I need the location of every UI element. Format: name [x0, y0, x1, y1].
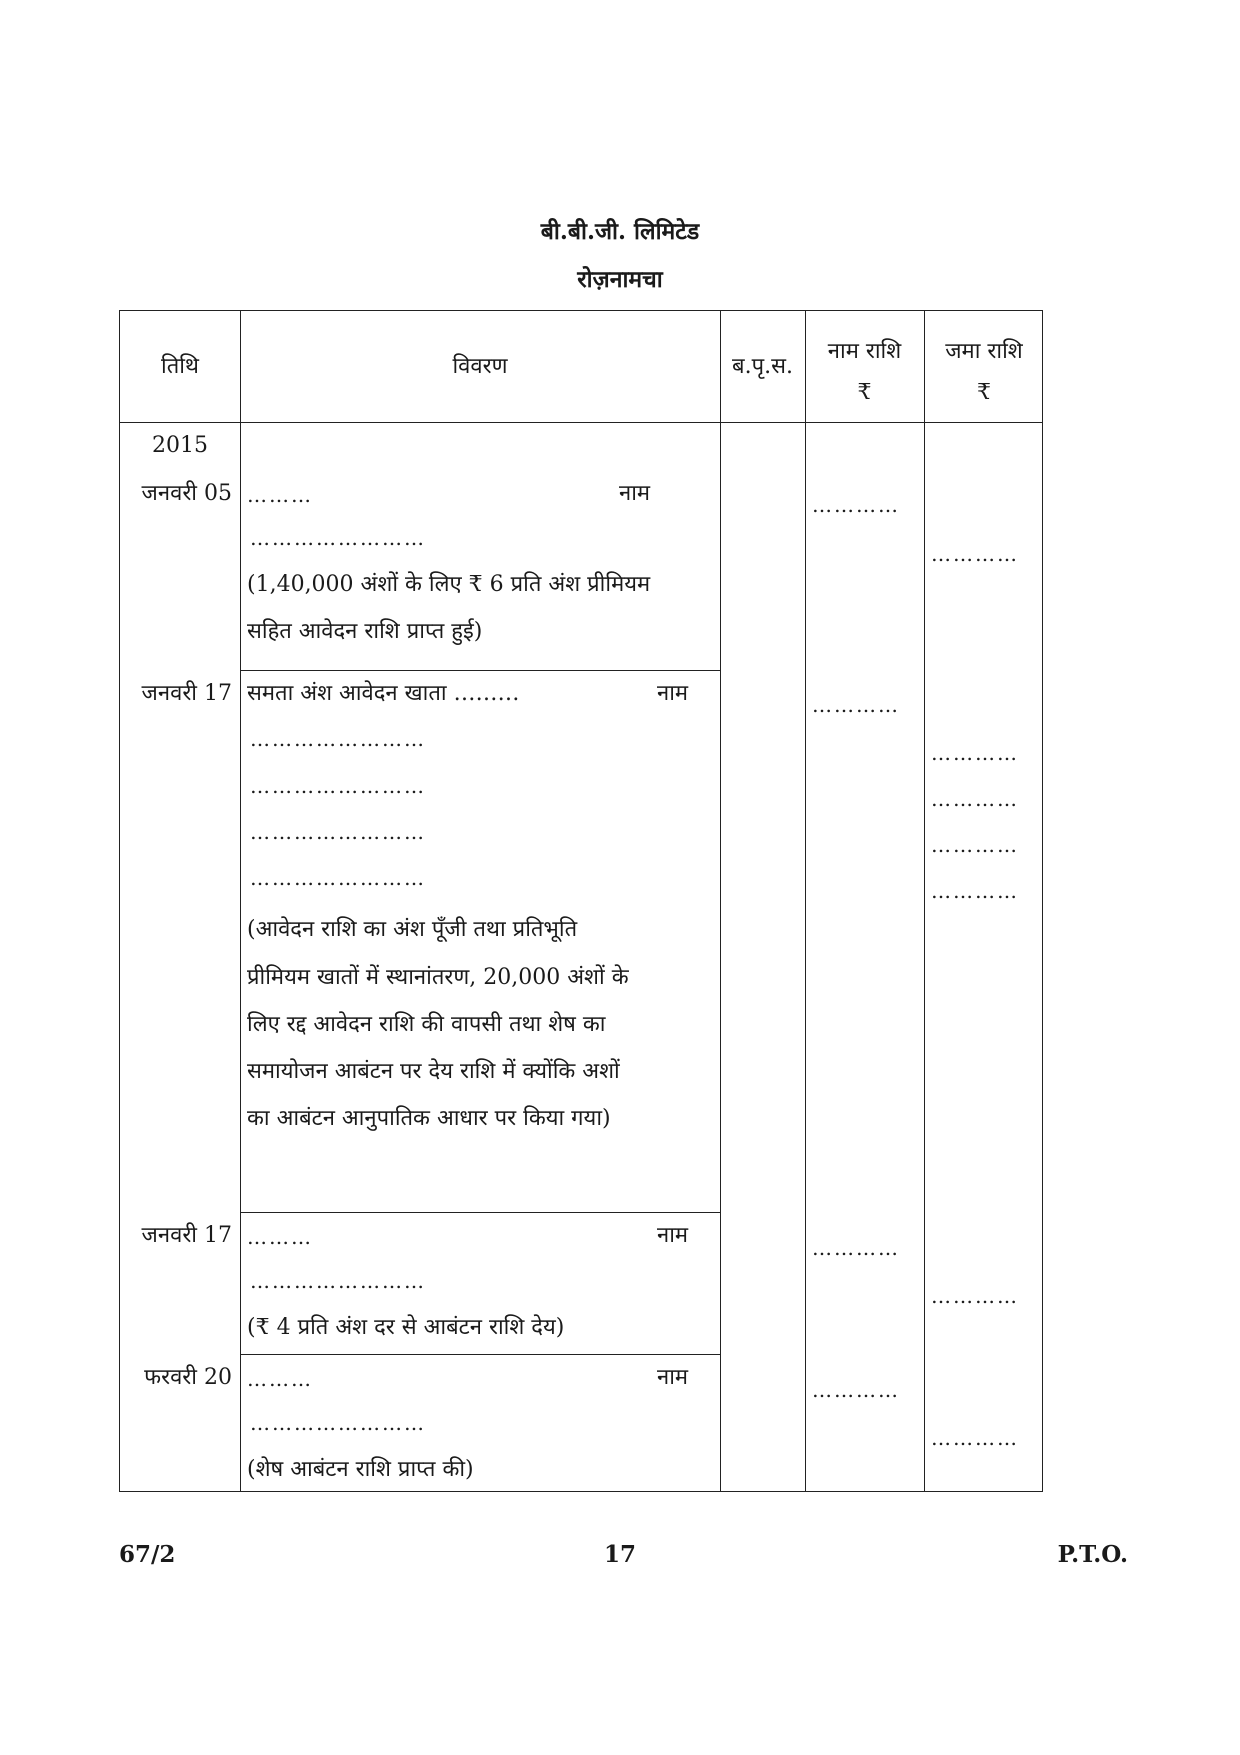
- header-credit-currency: ₹: [977, 380, 991, 405]
- credit-account: ……………………: [250, 866, 426, 890]
- narration-line: (शेष आबंटन राशि प्राप्त की): [247, 1457, 474, 1482]
- col-divider: [720, 311, 721, 1491]
- debit-amount: …………: [812, 493, 900, 517]
- header-credit: जमा राशि: [945, 339, 1023, 364]
- credit-amount: …………: [931, 879, 1019, 903]
- header-divider: [120, 422, 1042, 423]
- entry-divider: [240, 1354, 720, 1355]
- credit-account: ……………………: [250, 727, 426, 751]
- credit-account: ……………………: [250, 774, 426, 798]
- col-divider: [240, 311, 241, 1491]
- page-number: 17: [603, 1541, 636, 1568]
- debit-amount: …………: [812, 1236, 900, 1260]
- entry-date: जनवरी 17: [141, 681, 232, 706]
- credit-amount: …………: [931, 787, 1019, 811]
- company-title: बी.बी.जी. लिमिटेड: [540, 218, 700, 245]
- credit-account: ……………………: [250, 1411, 426, 1435]
- journal-title: रोज़नामचा: [577, 266, 663, 293]
- credit-amount: …………: [931, 833, 1019, 857]
- dr-label: नाम: [657, 1365, 689, 1390]
- narration-line: का आबंटन आनुपातिक आधार पर किया गया): [247, 1106, 611, 1131]
- credit-amount: …………: [931, 1426, 1019, 1450]
- narration-line: (1,40,000 अंशों के लिए ₹ 6 प्रति अंश प्रीमियम: [247, 572, 651, 597]
- header-particulars: विवरण: [452, 354, 508, 379]
- debit-account: ………: [247, 1367, 313, 1391]
- debit-account: ………: [247, 1225, 313, 1249]
- narration-line: (आवेदन राशि का अंश पूँजी तथा प्रतिभूति: [247, 917, 578, 942]
- journal-table: [119, 310, 1043, 1492]
- header-lf: ब.पृ.स.: [732, 354, 793, 379]
- narration-line: लिए रद्द आवेदन राशि की वापसी तथा शेष का: [247, 1012, 606, 1037]
- entry-divider: [240, 1212, 720, 1213]
- entry-date: जनवरी 05: [141, 481, 232, 506]
- credit-amount: …………: [931, 542, 1019, 566]
- narration-line: प्रीमियम खातों में स्थानांतरण, 20,000 अंशों के: [247, 965, 629, 990]
- narration-line: सहित आवेदन राशि प्राप्त हुई): [247, 619, 483, 644]
- credit-account: ……………………: [250, 1269, 426, 1293]
- credit-account: ……………………: [250, 820, 426, 844]
- header-date: तिथि: [161, 354, 199, 379]
- narration-line: (₹ 4 प्रति अंश दर से आबंटन राशि देय): [247, 1315, 565, 1340]
- narration-line: समायोजन आबंटन पर देय राशि में क्योंकि अशों: [247, 1059, 620, 1084]
- col-divider: [924, 311, 925, 1491]
- dr-label: नाम: [619, 481, 651, 506]
- entry-date: जनवरी 17: [141, 1223, 232, 1248]
- pto-label: P.T.O.: [1057, 1541, 1128, 1568]
- dr-label: नाम: [657, 681, 689, 706]
- header-debit: नाम राशि: [827, 339, 902, 364]
- dr-label: नाम: [657, 1223, 689, 1248]
- entry-date: फरवरी 20: [144, 1365, 232, 1390]
- col-divider: [805, 311, 806, 1491]
- credit-account: ……………………: [250, 526, 426, 550]
- debit-account: ………: [247, 483, 313, 507]
- debit-amount: …………: [812, 1378, 900, 1402]
- entry-year: 2015: [152, 433, 208, 458]
- debit-amount: …………: [812, 693, 900, 717]
- credit-amount: …………: [931, 741, 1019, 765]
- credit-amount: …………: [931, 1284, 1019, 1308]
- entry-divider: [240, 670, 720, 671]
- debit-account: समता अंश आवेदन खाता ………: [247, 681, 520, 706]
- paper-code: 67/2: [119, 1541, 176, 1568]
- header-debit-currency: ₹: [857, 380, 872, 405]
